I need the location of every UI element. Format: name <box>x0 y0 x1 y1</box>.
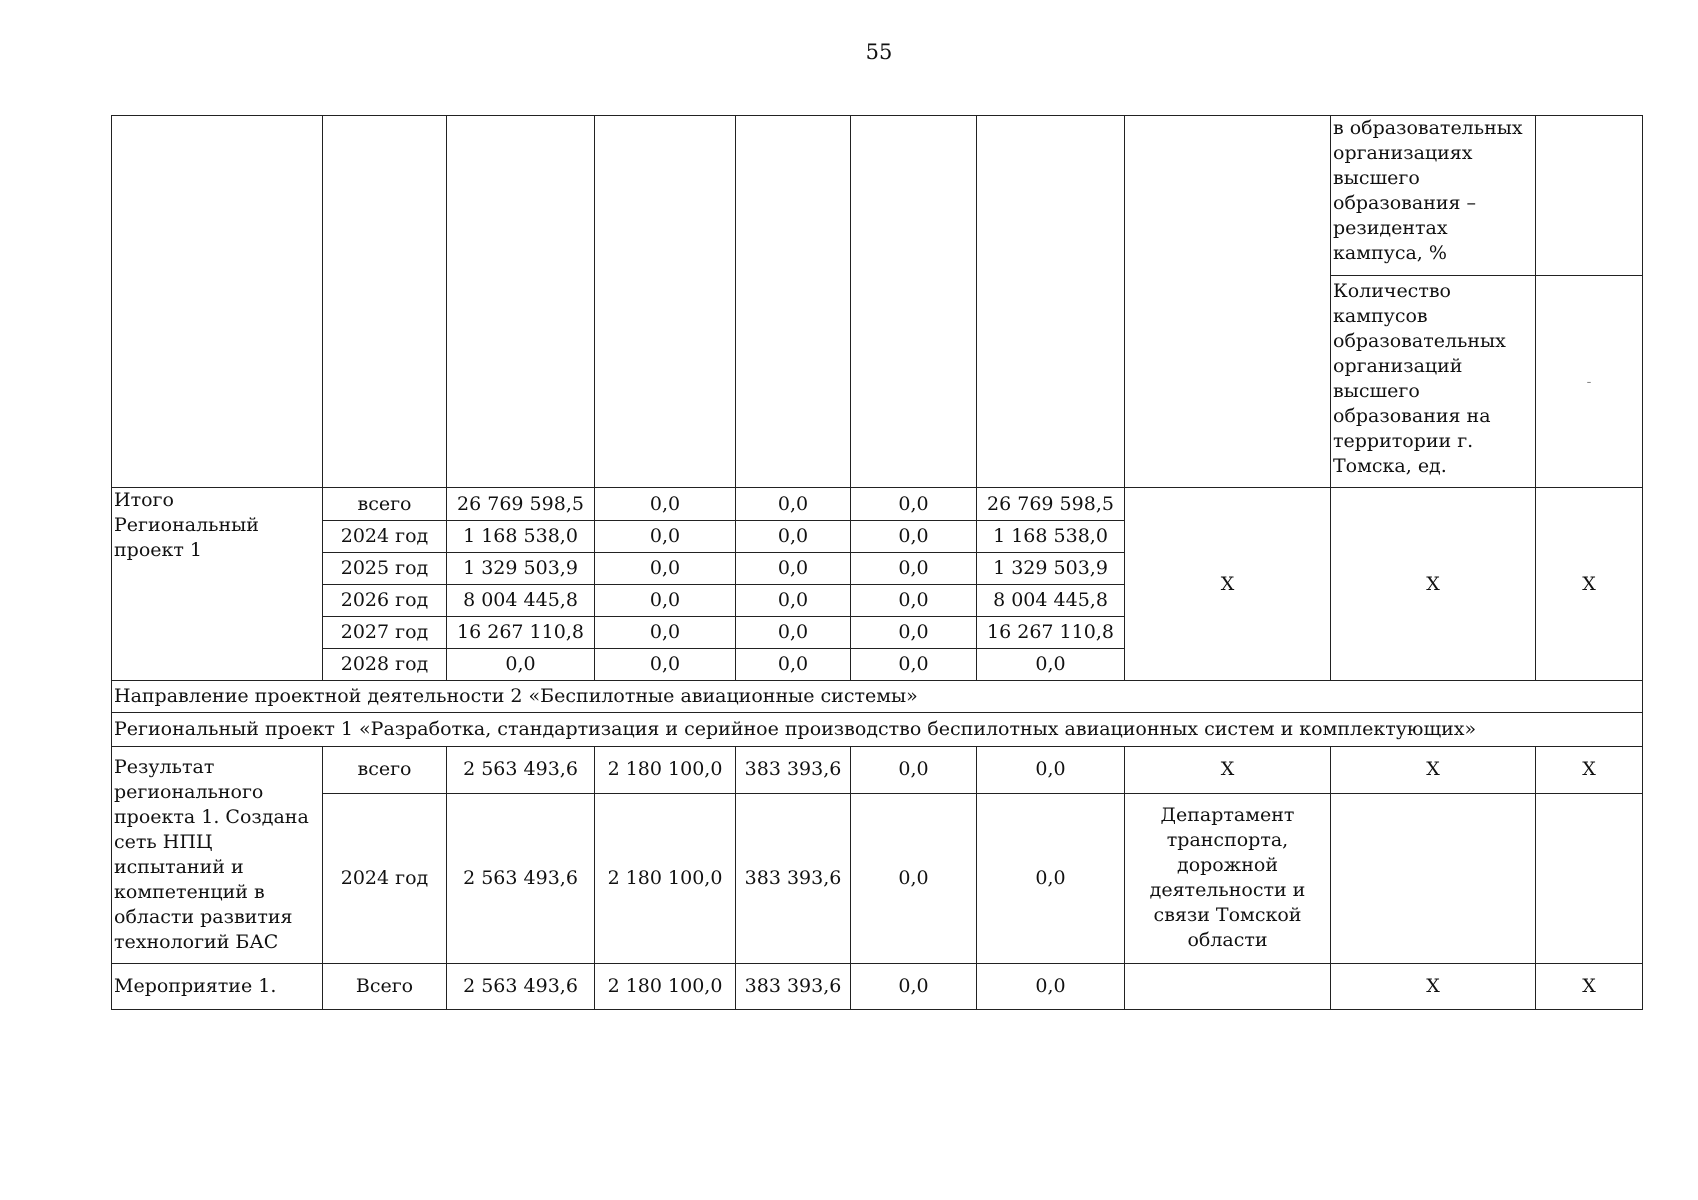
measure-label: Мероприятие 1. <box>112 964 323 1010</box>
indicator-row-1 <box>112 116 1643 276</box>
direction-heading-row <box>112 681 1643 713</box>
total-row <box>112 488 1643 521</box>
value-cell: 383 393,6 <box>736 793 851 963</box>
x-mark: X <box>1331 964 1536 1010</box>
value-cell: 0,0 <box>851 793 977 963</box>
period-cell: 2026 год <box>323 585 447 617</box>
value-cell: 0,0 <box>851 585 977 617</box>
value-cell: 0,0 <box>595 553 736 585</box>
value-cell: 0,0 <box>851 521 977 553</box>
value-cell: 383 393,6 <box>736 964 851 1010</box>
value-cell: 8 004 445,8 <box>447 585 595 617</box>
period-cell: всего <box>323 747 447 794</box>
value-cell: 0,0 <box>977 964 1125 1010</box>
result-row <box>112 793 1643 963</box>
value-cell: 0,0 <box>595 617 736 649</box>
value-cell: 0,0 <box>736 585 851 617</box>
period-cell: 2025 год <box>323 553 447 585</box>
value-cell: 383 393,6 <box>736 747 851 794</box>
value-cell: 16 267 110,8 <box>447 617 595 649</box>
value-cell: 0,0 <box>977 747 1125 794</box>
value-cell: 0,0 <box>851 649 977 681</box>
value-cell: 0,0 <box>736 553 851 585</box>
value-cell: 1 329 503,9 <box>447 553 595 585</box>
total-label: Итого Региональный проект 1 <box>112 488 323 681</box>
value-cell: 0,0 <box>736 488 851 521</box>
value-cell: 0,0 <box>595 521 736 553</box>
x-mark: X <box>1125 488 1331 681</box>
responsible-cell: Департамент транспорта, дорожной деятельности и связи Томской области <box>1125 793 1331 963</box>
value-cell: 0,0 <box>595 649 736 681</box>
x-mark: X <box>1125 747 1331 794</box>
value-cell: 16 267 110,8 <box>977 617 1125 649</box>
indicator-text: в образовательных организациях высшего образования – резидентах кампуса, % <box>1331 116 1536 276</box>
result-label: Результат регионального проекта 1. Создана сеть НПЦ испытаний и компетенций в области развития технологий БАС <box>112 747 323 964</box>
value-cell: 0,0 <box>595 585 736 617</box>
value-cell: 0,0 <box>736 649 851 681</box>
value-cell: 0,0 <box>595 488 736 521</box>
measure-row <box>112 964 1643 1010</box>
value-cell: 2 563 493,6 <box>447 747 595 794</box>
value-cell: 26 769 598,5 <box>977 488 1125 521</box>
x-mark: X <box>1536 488 1643 681</box>
period-cell: 2027 год <box>323 617 447 649</box>
value-cell: 2 563 493,6 <box>447 964 595 1010</box>
value-cell: 0,0 <box>851 964 977 1010</box>
value-cell: 1 168 538,0 <box>447 521 595 553</box>
value-cell: 2 180 100,0 <box>595 747 736 794</box>
value-cell: 0,0 <box>447 649 595 681</box>
x-mark: X <box>1536 747 1643 794</box>
period-cell: 2028 год <box>323 649 447 681</box>
x-mark: X <box>1331 747 1536 794</box>
period-cell: всего <box>323 488 447 521</box>
value-cell: 26 769 598,5 <box>447 488 595 521</box>
project-heading-row <box>112 713 1643 747</box>
value-cell: 0,0 <box>851 617 977 649</box>
value-cell: 1 329 503,9 <box>977 553 1125 585</box>
result-row <box>112 747 1643 794</box>
indicator-value: - <box>1586 374 1592 390</box>
value-cell: 2 180 100,0 <box>595 964 736 1010</box>
page-number: 55 <box>865 40 893 64</box>
value-cell: 2 180 100,0 <box>595 793 736 963</box>
x-mark: X <box>1536 964 1643 1010</box>
period-cell: Всего <box>323 964 447 1010</box>
value-cell: 0,0 <box>851 488 977 521</box>
value-cell: 0,0 <box>736 521 851 553</box>
budget-table <box>111 115 1643 1010</box>
direction-heading: Направление проектной деятельности 2 «Беспилотные авиационные системы» <box>112 681 1643 713</box>
value-cell: 0,0 <box>977 793 1125 963</box>
value-cell: 0,0 <box>977 649 1125 681</box>
value-cell: 2 563 493,6 <box>447 793 595 963</box>
value-cell: 1 168 538,0 <box>977 521 1125 553</box>
value-cell: 0,0 <box>736 617 851 649</box>
indicator-text: Количество кампусов образовательных организаций высшего образования на территории г. Томска, ед. <box>1331 276 1536 488</box>
value-cell: 0,0 <box>851 747 977 794</box>
project-heading: Региональный проект 1 «Разработка, стандартизация и серийное производство беспилотных авиационных систем и комплектующих» <box>112 713 1643 747</box>
period-cell: 2024 год <box>323 793 447 963</box>
value-cell: 0,0 <box>851 553 977 585</box>
x-mark: X <box>1331 488 1536 681</box>
period-cell: 2024 год <box>323 521 447 553</box>
value-cell: 8 004 445,8 <box>977 585 1125 617</box>
